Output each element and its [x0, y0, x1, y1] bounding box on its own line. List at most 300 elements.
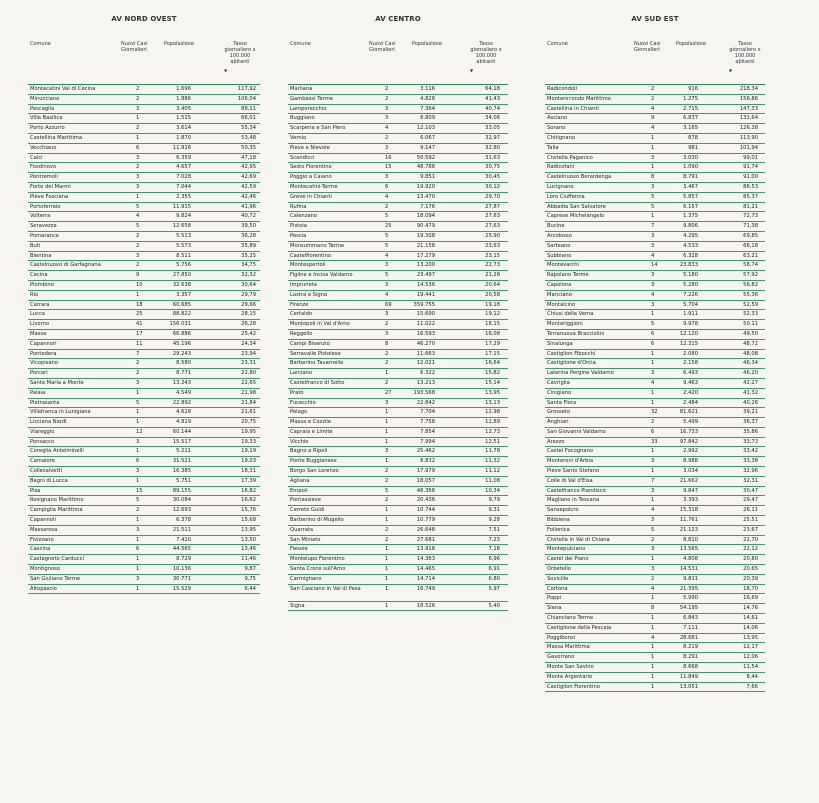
table-row: [288, 565, 508, 575]
cell-popolazione: 81.621: [679, 409, 698, 416]
cell-nuovi-casi: 1: [385, 419, 389, 426]
cell-comune: Seravezza: [30, 223, 57, 230]
table-row: [28, 222, 260, 232]
table-row: [28, 163, 260, 173]
cell-comune: Massa Marittima: [547, 644, 590, 651]
cell-comune: Castelfiorentino: [290, 252, 332, 259]
cell-tasso: 13,50: [241, 536, 256, 543]
table-row: [545, 663, 765, 673]
cell-tasso: 13,13: [485, 399, 500, 406]
cell-nuovi-casi: 15: [136, 487, 143, 494]
table-row: [288, 134, 508, 144]
cell-nuovi-casi: 7: [136, 350, 140, 357]
cell-popolazione: 17.279: [416, 252, 435, 259]
cell-nuovi-casi: 9: [651, 115, 655, 122]
cell-comune: Grosseto: [547, 409, 571, 416]
cell-tasso: 22,65: [241, 379, 256, 386]
table-row: [545, 408, 765, 418]
cell-tasso: 18,31: [241, 468, 256, 475]
cell-popolazione: 21.123: [679, 526, 698, 533]
cell-tasso: 91,74: [743, 164, 758, 171]
cell-tasso: 55,36: [743, 291, 758, 298]
table-body: [545, 84, 765, 692]
cell-popolazione: 25.462: [416, 448, 435, 455]
cell-comune: Agliana: [290, 477, 310, 484]
cell-popolazione: 28.681: [679, 634, 698, 641]
cell-nuovi-casi: 1: [385, 585, 389, 592]
header-comune: Comune: [290, 41, 311, 47]
cell-comune: Bagni di Lucca: [30, 477, 68, 484]
cell-nuovi-casi: 1: [385, 370, 389, 377]
header-popolazione: Popolazione: [676, 41, 706, 47]
cell-tasso: 36,37: [743, 419, 758, 426]
cell-popolazione: 2.080: [683, 350, 698, 357]
table-row: [288, 575, 508, 585]
table-row: [288, 310, 508, 320]
cell-tasso: 13,95: [743, 634, 758, 641]
cell-comune: Montalcino: [547, 301, 576, 308]
cell-nuovi-casi: 2: [136, 95, 140, 102]
cell-comune: Montelupo Fiorentino: [290, 556, 345, 563]
cell-popolazione: 8.988: [683, 458, 698, 465]
cell-tasso: 48,72: [743, 340, 758, 347]
cell-popolazione: 19.920: [416, 183, 435, 190]
table-row: [545, 114, 765, 124]
cell-popolazione: 16.593: [416, 330, 435, 337]
cell-tasso: 5,40: [488, 602, 500, 609]
cell-nuovi-casi: 3: [136, 183, 140, 190]
table-row: [288, 359, 508, 369]
cell-nuovi-casi: 2: [385, 134, 389, 141]
panel-title: AV SUD EST: [631, 15, 679, 23]
cell-popolazione: 5.513: [176, 232, 191, 239]
cell-comune: Licciana Nardi: [30, 419, 67, 426]
cell-tasso: 113,90: [739, 134, 758, 141]
table-row: [28, 252, 260, 262]
cell-nuovi-casi: 3: [651, 232, 655, 239]
table-row: [545, 624, 765, 634]
cell-nuovi-casi: 11: [136, 340, 143, 347]
cell-tasso: 20,64: [485, 281, 500, 288]
cell-nuovi-casi: 3: [651, 154, 655, 161]
cell-tasso: 18,70: [743, 585, 758, 592]
cell-nuovi-casi: 1: [651, 134, 655, 141]
cell-nuovi-casi: 3: [385, 281, 389, 288]
cell-popolazione: 7.994: [420, 438, 435, 445]
table-row: [545, 604, 765, 614]
cell-nuovi-casi: 3: [651, 546, 655, 553]
cell-nuovi-casi: 4: [136, 213, 140, 220]
table-row: [288, 350, 508, 360]
cell-tasso: 85,37: [743, 193, 758, 200]
table-row: [288, 536, 508, 546]
cell-popolazione: 14.536: [416, 281, 435, 288]
cell-tasso: 30,47: [743, 487, 758, 494]
cell-popolazione: 2.992: [683, 448, 698, 455]
cell-popolazione: 13.200: [416, 262, 435, 269]
cell-popolazione: 6.378: [176, 517, 191, 524]
cell-comune: Asciano: [547, 115, 568, 122]
cell-popolazione: 6.359: [176, 154, 191, 161]
cell-nuovi-casi: 4: [385, 291, 389, 298]
cell-popolazione: 8.291: [683, 654, 698, 661]
cell-comune: Subbiano: [547, 252, 572, 259]
cell-tasso: 11,32: [485, 458, 500, 465]
table-row: [288, 447, 508, 457]
header-popolazione: Popolazione: [164, 41, 194, 47]
cell-popolazione: 13.918: [416, 546, 435, 553]
table-row: [545, 291, 765, 301]
cell-comune: Collesalvetti: [30, 468, 62, 475]
cell-popolazione: 11.849: [679, 673, 698, 680]
cell-comune: Sesto Fiorentino: [290, 164, 332, 171]
cell-nuovi-casi: 3: [385, 262, 389, 269]
header-comune: Comune: [547, 41, 568, 47]
cell-nuovi-casi: 1: [651, 644, 655, 651]
cell-tasso: 64,18: [485, 86, 500, 92]
cell-tasso: 17,39: [241, 477, 256, 484]
cell-nuovi-casi: 1: [136, 477, 140, 484]
cell-tasso: 40,26: [743, 399, 758, 406]
cell-nuovi-casi: 2: [385, 203, 389, 210]
cell-tasso: 49,50: [743, 330, 758, 337]
cell-tasso: 7,18: [488, 546, 500, 553]
cell-popolazione: 7.028: [176, 174, 191, 181]
table-row: [545, 526, 765, 536]
cell-comune: Santa Fiora: [547, 399, 577, 406]
cell-comune: Pisa: [30, 487, 41, 494]
cell-popolazione: 7.044: [176, 183, 191, 190]
cell-comune: Colle di Val d'Elsa: [547, 477, 593, 484]
cell-popolazione: 6.328: [683, 252, 698, 259]
cell-popolazione: 11.022: [416, 321, 435, 328]
cell-nuovi-casi: 1: [385, 438, 389, 445]
cell-popolazione: 50.592: [416, 154, 435, 161]
table-row: [288, 291, 508, 301]
cell-comune: Castiglion Fibocchi: [547, 350, 596, 357]
cell-popolazione: 21.395: [679, 585, 698, 592]
cell-nuovi-casi: 25: [385, 223, 392, 230]
cell-comune: Montopoli in Val d'Arno: [290, 321, 350, 328]
table-row: [288, 114, 508, 124]
cell-comune: Bagno a Ripoli: [290, 448, 328, 455]
cell-nuovi-casi: 5: [385, 232, 389, 239]
table-row: [28, 418, 260, 428]
table-row: [288, 193, 508, 203]
cell-tasso: 30,12: [485, 183, 500, 190]
table-row: [545, 183, 765, 193]
cell-nuovi-casi: 1: [136, 115, 140, 122]
cell-tasso: 91,00: [743, 174, 758, 181]
cell-comune: San Giovanni Valdarno: [547, 428, 606, 435]
cell-comune: Cortona: [547, 585, 568, 592]
cell-nuovi-casi: 2: [651, 86, 655, 92]
cell-comune: Ponsacco: [30, 438, 55, 445]
cell-nuovi-casi: 5: [385, 487, 389, 494]
cell-comune: Rosignano Marittimo: [30, 497, 84, 504]
cell-tasso: 147,33: [739, 105, 758, 112]
cell-popolazione: 23.833: [679, 262, 698, 269]
cell-comune: Castelfranco di Sotto: [290, 379, 345, 386]
cell-popolazione: 916: [688, 86, 698, 92]
cell-nuovi-casi: 1: [136, 448, 140, 455]
cell-popolazione: 10.779: [416, 517, 435, 524]
panel-nord-ovest: [28, 12, 260, 594]
cell-tasso: 63,21: [743, 252, 758, 259]
cell-comune: Pietrasanta: [30, 399, 60, 406]
cell-comune: Buggiano: [290, 115, 315, 122]
cell-popolazione: 5.704: [683, 301, 698, 308]
cell-tasso: 5,97: [488, 585, 500, 592]
table-row: [28, 536, 260, 546]
table-row: [28, 261, 260, 271]
cell-comune: Sansepolcro: [547, 507, 579, 514]
header-comune: Comune: [30, 41, 51, 47]
cell-comune: Cerreto Guidi: [290, 507, 325, 514]
cell-nuovi-casi: 2: [651, 575, 655, 582]
table-row: [28, 585, 260, 595]
cell-nuovi-casi: 8: [651, 174, 655, 181]
cell-nuovi-casi: 1: [136, 193, 140, 200]
cell-nuovi-casi: 5: [136, 497, 140, 504]
cell-comune: Barberino di Mugello: [290, 517, 344, 524]
cell-tasso: 10,34: [485, 487, 500, 494]
cell-comune: Porcari: [30, 370, 48, 377]
cell-tasso: 30,45: [485, 174, 500, 181]
cell-popolazione: 13.051: [679, 683, 698, 690]
cell-nuovi-casi: 2: [136, 242, 140, 249]
table-row: [28, 369, 260, 379]
cell-popolazione: 4.657: [176, 164, 191, 171]
cell-comune: Marliana: [290, 86, 313, 92]
cell-popolazione: 16.385: [172, 468, 191, 475]
cell-popolazione: 4.533: [683, 242, 698, 249]
cell-tasso: 29,70: [485, 193, 500, 200]
sort-arrow-icon: ▼: [470, 68, 474, 73]
table-row: [28, 85, 260, 95]
cell-nuovi-casi: 3: [651, 487, 655, 494]
cell-comune: Fucecchio: [290, 399, 316, 406]
table-row: [545, 575, 765, 585]
cell-popolazione: 4.628: [176, 409, 191, 416]
cell-comune: Castelnuovo di Garfagnana: [30, 262, 101, 269]
table-header: [28, 38, 260, 84]
table-row: [28, 173, 260, 183]
table-body: [28, 84, 260, 594]
cell-comune: Pieve a Nievole: [290, 144, 330, 151]
cell-comune: Follonica: [547, 526, 570, 533]
cell-tasso: 50,11: [743, 321, 758, 328]
cell-tasso: 23,63: [485, 242, 500, 249]
cell-comune: Talla: [547, 144, 559, 151]
table-row: [545, 330, 765, 340]
cell-tasso: 23,15: [485, 252, 500, 259]
cell-nuovi-casi: 2: [136, 262, 140, 269]
cell-popolazione: 8.810: [683, 536, 698, 543]
cell-comune: Massarosa: [30, 526, 58, 533]
cell-nuovi-casi: 18: [136, 301, 143, 308]
cell-tasso: 27,63: [485, 213, 500, 220]
table-row: [288, 330, 508, 340]
table-row: [545, 487, 765, 497]
cell-tasso: 81,21: [743, 203, 758, 210]
cell-popolazione: 3.030: [683, 154, 698, 161]
cell-nuovi-casi: 14: [651, 262, 658, 269]
cell-tasso: 19,95: [241, 428, 256, 435]
cell-nuovi-casi: 7: [651, 223, 655, 230]
cell-nuovi-casi: 1: [651, 624, 655, 631]
cell-nuovi-casi: 4: [385, 252, 389, 259]
cell-nuovi-casi: 3: [136, 174, 140, 181]
cell-nuovi-casi: 1: [385, 507, 389, 514]
cell-nuovi-casi: 1: [385, 602, 389, 609]
table-row: [545, 653, 765, 663]
cell-nuovi-casi: 1: [136, 291, 140, 298]
cell-nuovi-casi: 5: [651, 526, 655, 533]
cell-nuovi-casi: 4: [651, 291, 655, 298]
table-row: [545, 173, 765, 183]
cell-popolazione: 8.832: [420, 458, 435, 465]
cell-popolazione: 2.420: [683, 389, 698, 396]
cell-comune: Palaia: [30, 389, 46, 396]
cell-tasso: 8,44: [746, 673, 758, 680]
cell-tasso: 20,75: [241, 419, 256, 426]
cell-popolazione: 3.357: [176, 291, 191, 298]
cell-comune: Campi Bisenzio: [290, 340, 330, 347]
table-row: [545, 271, 765, 281]
cell-popolazione: 30.771: [172, 575, 191, 582]
cell-popolazione: 9.851: [420, 174, 435, 181]
cell-popolazione: 31.521: [172, 458, 191, 465]
cell-popolazione: 18.057: [416, 477, 435, 484]
cell-nuovi-casi: 3: [651, 301, 655, 308]
table-row: [28, 183, 260, 193]
cell-popolazione: 1.515: [176, 115, 191, 122]
table-row: [28, 389, 260, 399]
cell-nuovi-casi: 3: [651, 183, 655, 190]
cell-tasso: 29,66: [241, 301, 256, 308]
cell-popolazione: 90.479: [416, 223, 435, 230]
cell-comune: Arcidosso: [547, 232, 572, 239]
cell-popolazione: 4.828: [420, 95, 435, 102]
cell-nuovi-casi: 6: [651, 428, 655, 435]
table-row: [28, 506, 260, 516]
cell-tasso: 19,19: [241, 448, 256, 455]
cell-tasso: 21,84: [241, 399, 256, 406]
cell-nuovi-casi: 3: [136, 154, 140, 161]
cell-comune: Capannoli: [30, 517, 56, 524]
cell-tasso: 33,05: [485, 125, 500, 132]
panel-centro: [288, 12, 508, 611]
cell-popolazione: 3.116: [420, 86, 435, 92]
cell-comune: Castellina in Chianti: [547, 105, 599, 112]
cell-tasso: 12,17: [743, 644, 758, 651]
cell-popolazione: 1.375: [683, 213, 698, 220]
cell-popolazione: 16.733: [679, 428, 698, 435]
cell-popolazione: 9.978: [683, 321, 698, 328]
cell-comune: Poggio a Caiano: [290, 174, 332, 181]
cell-comune: Siena: [547, 605, 562, 612]
cell-tasso: 42,27: [743, 379, 758, 386]
table-row: [28, 379, 260, 389]
cell-comune: Civitella Paganico: [547, 154, 593, 161]
sort-arrow-icon: ▼: [224, 68, 228, 73]
cell-popolazione: 8.771: [176, 370, 191, 377]
cell-comune: Pieve Fosciana: [30, 193, 69, 200]
cell-comune: Pontassieve: [290, 497, 321, 504]
cell-popolazione: 66.886: [172, 330, 191, 337]
cell-tasso: 22,12: [743, 546, 758, 553]
cell-nuovi-casi: 5: [136, 223, 140, 230]
cell-tasso: 33,73: [743, 438, 758, 445]
table-row: [545, 242, 765, 252]
cell-nuovi-casi: 33: [651, 438, 658, 445]
cell-tasso: 7,51: [488, 526, 500, 533]
cell-popolazione: 4.808: [683, 556, 698, 563]
table-row: [28, 203, 260, 213]
cell-nuovi-casi: 2: [385, 536, 389, 543]
cell-nuovi-casi: 5: [385, 213, 389, 220]
table-row: [545, 467, 765, 477]
cell-nuovi-casi: 4: [651, 634, 655, 641]
table-row: [545, 340, 765, 350]
cell-popolazione: 13.243: [172, 379, 191, 386]
cell-popolazione: 6.157: [683, 203, 698, 210]
cell-popolazione: 12.021: [416, 360, 435, 367]
cell-popolazione: 8.219: [683, 644, 698, 651]
table-row: [288, 163, 508, 173]
cell-popolazione: 18.094: [416, 213, 435, 220]
cell-nuovi-casi: 27: [385, 389, 392, 396]
cell-tasso: 42,59: [241, 183, 256, 190]
cell-popolazione: 14.465: [416, 566, 435, 573]
cell-tasso: 7,66: [746, 683, 758, 690]
cell-popolazione: 15.529: [172, 585, 191, 592]
cell-comune: Pomarance: [30, 232, 59, 239]
cell-comune: Serravalle Pistoiese: [290, 350, 341, 357]
cell-nuovi-casi: 6: [651, 340, 655, 347]
cell-tasso: 32,96: [743, 468, 758, 475]
cell-nuovi-casi: 2: [385, 526, 389, 533]
table-row: [288, 85, 508, 95]
cell-nuovi-casi: 2: [136, 507, 140, 514]
cell-tasso: 58,74: [743, 262, 758, 269]
cell-nuovi-casi: 6: [136, 144, 140, 151]
cell-comune: Portoferraio: [30, 203, 61, 210]
table-row: [28, 545, 260, 555]
cell-comune: Empoli: [290, 487, 308, 494]
cell-popolazione: 10.744: [416, 507, 435, 514]
cell-tasso: 29,47: [743, 497, 758, 504]
table-row: [545, 399, 765, 409]
table-row: [545, 418, 765, 428]
cell-comune: Bucine: [547, 223, 565, 230]
cell-comune: Volterra: [30, 213, 51, 220]
table-row: [288, 506, 508, 516]
cell-comune: Civitella in Val di Chiana: [547, 536, 610, 543]
cell-nuovi-casi: 5: [651, 321, 655, 328]
table-row: [28, 555, 260, 565]
cell-comune: Greve in Chianti: [290, 193, 332, 200]
cell-popolazione: 46.270: [416, 340, 435, 347]
table-row: [288, 95, 508, 105]
cell-comune: Sarteano: [547, 242, 571, 249]
cell-tasso: 33,42: [743, 448, 758, 455]
cell-comune: Manciano: [547, 291, 572, 298]
table-row: [545, 359, 765, 369]
cell-comune: Signa: [290, 602, 305, 609]
cell-popolazione: 9.463: [683, 379, 698, 386]
